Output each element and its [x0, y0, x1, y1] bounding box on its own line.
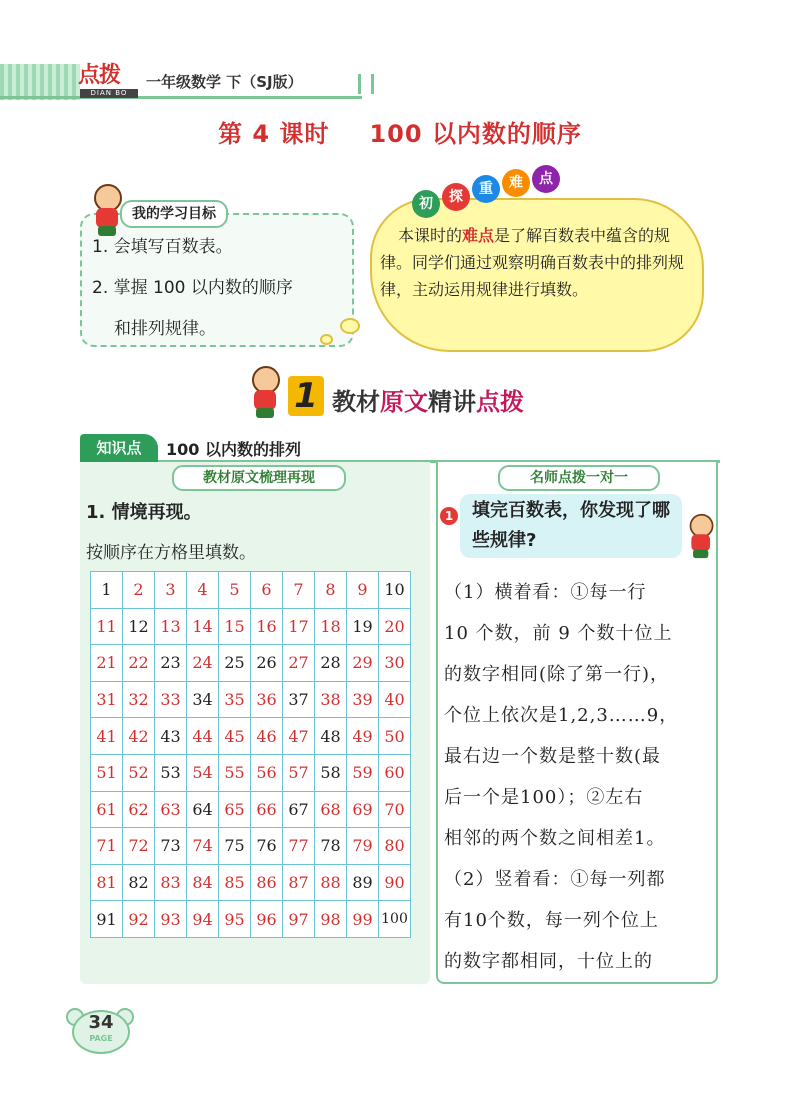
- grid-row: [91, 901, 411, 938]
- answer-line: 的数字都相同，十位上的: [444, 951, 653, 972]
- ball-dian: 点: [532, 165, 560, 193]
- grid-cell: 16: [251, 608, 283, 645]
- scenario-heading: 1. 情境再现。: [86, 502, 202, 523]
- grid-cell: 89: [347, 864, 379, 901]
- hundred-chart: [90, 571, 411, 938]
- grid-cell: 4: [187, 572, 219, 609]
- cloud-bubble: [340, 318, 360, 334]
- grid-cell: 49: [347, 718, 379, 755]
- grid-cell: 79: [347, 828, 379, 865]
- grid-cell: 81: [91, 864, 123, 901]
- grid-cell: 5: [219, 572, 251, 609]
- grid-cell: 21: [91, 645, 123, 682]
- grid-cell: 30: [379, 645, 411, 682]
- grid-cell: 6: [251, 572, 283, 609]
- grid-cell: 72: [123, 828, 155, 865]
- goal-item-1: 1. 会填写百数表。: [92, 237, 233, 257]
- grid-cell: 84: [187, 864, 219, 901]
- grid-cell: 42: [123, 718, 155, 755]
- grid-cell: 86: [251, 864, 283, 901]
- question-bubble: 填完百数表，你发现了哪些规律?: [460, 494, 682, 558]
- knowledge-tag: 知识点: [80, 434, 158, 462]
- grid-cell: 94: [187, 901, 219, 938]
- grid-cell: 20: [379, 608, 411, 645]
- grid-cell: 82: [123, 864, 155, 901]
- cartoon-boy-icon-3: [683, 514, 715, 558]
- grid-cell: 99: [347, 901, 379, 938]
- grid-cell: 28: [315, 645, 347, 682]
- grid-cell: 38: [315, 681, 347, 718]
- grid-cell: 8: [315, 572, 347, 609]
- grid-cell: 37: [283, 681, 315, 718]
- grid-row: [91, 864, 411, 901]
- grid-cell: 32: [123, 681, 155, 718]
- grid-row: [91, 718, 411, 755]
- grid-cell: 75: [219, 828, 251, 865]
- grid-cell: 12: [123, 608, 155, 645]
- section-title-c: 精讲: [428, 388, 476, 416]
- grid-cell: 26: [251, 645, 283, 682]
- grid-cell: 53: [155, 754, 187, 791]
- grid-cell: 9: [347, 572, 379, 609]
- grid-cell: 62: [123, 791, 155, 828]
- intro-text-prefix: 本课时的: [398, 226, 463, 245]
- ball-nan: 难: [502, 169, 530, 197]
- grid-cell: 54: [187, 754, 219, 791]
- grid-cell: 34: [187, 681, 219, 718]
- grid-cell: 14: [187, 608, 219, 645]
- grid-cell: 71: [91, 828, 123, 865]
- grid-cell: 17: [283, 608, 315, 645]
- grid-cell: 7: [283, 572, 315, 609]
- grid-cell: 27: [283, 645, 315, 682]
- grid-row: [91, 828, 411, 865]
- page-word: PAGE: [89, 1034, 113, 1043]
- page-number: 34: [88, 1012, 114, 1033]
- grid-cell: 11: [91, 608, 123, 645]
- answer-line: 的数字相同(除了第一行)，: [444, 664, 670, 685]
- grid-cell: 39: [347, 681, 379, 718]
- lesson-title: [0, 114, 800, 149]
- grid-cell: 48: [315, 718, 347, 755]
- grid-cell: 57: [283, 754, 315, 791]
- grid-cell: 87: [283, 864, 315, 901]
- lesson-name: 100 以内数的顺序: [369, 120, 582, 148]
- brand-logo-sub: DIAN BO: [80, 89, 138, 98]
- grid-cell: 52: [123, 754, 155, 791]
- ball-tan: 探: [442, 183, 470, 211]
- grid-cell: 41: [91, 718, 123, 755]
- grid-cell: 15: [219, 608, 251, 645]
- answer-line: （2）竖着看：①每一列都: [444, 869, 666, 890]
- grid-cell: 56: [251, 754, 283, 791]
- grid-row: [91, 791, 411, 828]
- grid-row: [91, 681, 411, 718]
- grid-cell: 67: [283, 791, 315, 828]
- grid-cell: 55: [219, 754, 251, 791]
- grid-cell: 74: [187, 828, 219, 865]
- intro-text: [380, 222, 690, 303]
- answer-text: [444, 572, 720, 982]
- grid-cell: 77: [283, 828, 315, 865]
- intro-highlight: 难点: [462, 226, 495, 245]
- answer-line: 个位上依次是1,2,3……9，: [444, 705, 679, 726]
- grid-cell: 69: [347, 791, 379, 828]
- grid-cell: 45: [219, 718, 251, 755]
- grid-cell: 80: [379, 828, 411, 865]
- answer-line: 最右边一个数是整十数(最: [444, 746, 662, 767]
- answer-line: 相邻的两个数之间相差1。: [444, 828, 666, 849]
- grid-cell: 23: [155, 645, 187, 682]
- grid-cell: 92: [123, 901, 155, 938]
- grid-cell: 76: [251, 828, 283, 865]
- grid-cell: 18: [315, 608, 347, 645]
- grid-cell: 85: [219, 864, 251, 901]
- grid-cell: 91: [91, 901, 123, 938]
- section-title-b: 原文: [380, 388, 428, 416]
- grid-cell: 78: [315, 828, 347, 865]
- header-bars: [358, 74, 374, 94]
- grid-cell: 90: [379, 864, 411, 901]
- answer-line: 有10个数，每一列个位上: [444, 910, 659, 931]
- grid-cell: 68: [315, 791, 347, 828]
- grid-cell: 13: [155, 608, 187, 645]
- question-badge: 1: [440, 507, 458, 525]
- fill-instruction: 按顺序在方格里填数。: [86, 543, 256, 563]
- section-title-a: 教材: [332, 388, 380, 416]
- grid-cell: 100: [379, 901, 411, 938]
- grid-cell: 59: [347, 754, 379, 791]
- grid-row: [91, 572, 411, 609]
- grid-cell: 65: [219, 791, 251, 828]
- grid-cell: 51: [91, 754, 123, 791]
- grid-cell: 58: [315, 754, 347, 791]
- grid-cell: 50: [379, 718, 411, 755]
- grid-cell: 33: [155, 681, 187, 718]
- grid-cell: 96: [251, 901, 283, 938]
- knowledge-title: 100 以内数的排列: [166, 440, 301, 459]
- grid-cell: 73: [155, 828, 187, 865]
- grid-cell: 60: [379, 754, 411, 791]
- grid-cell: 46: [251, 718, 283, 755]
- grid-cell: 95: [219, 901, 251, 938]
- grid-cell: 47: [283, 718, 315, 755]
- cloud-bubble-small: [320, 334, 333, 345]
- grid-cell: 3: [155, 572, 187, 609]
- grid-cell: 88: [315, 864, 347, 901]
- header-underline: [0, 96, 362, 99]
- grid-cell: 98: [315, 901, 347, 938]
- grid-cell: 70: [379, 791, 411, 828]
- grid-cell: 29: [347, 645, 379, 682]
- grid-cell: 44: [187, 718, 219, 755]
- answer-line: （1）横着看：①每一行: [444, 582, 647, 603]
- lesson-number: 第 4 课时: [218, 120, 330, 148]
- answer-line: 10 个数，前 9 个数十位上: [444, 623, 673, 644]
- grid-cell: 43: [155, 718, 187, 755]
- grid-cell: 36: [251, 681, 283, 718]
- grid-cell: 61: [91, 791, 123, 828]
- grid-cell: 10: [379, 572, 411, 609]
- grid-cell: 40: [379, 681, 411, 718]
- goal-item-2-cont: 和排列规律。: [114, 319, 216, 339]
- grid-cell: 22: [123, 645, 155, 682]
- grid-cell: 24: [187, 645, 219, 682]
- grid-cell: 93: [155, 901, 187, 938]
- grid-row: [91, 645, 411, 682]
- grid-cell: 83: [155, 864, 187, 901]
- answer-line: 后一个是100）；②左右: [444, 787, 644, 808]
- grid-cell: 25: [219, 645, 251, 682]
- grid-cell: 2: [123, 572, 155, 609]
- ball-chu: 初: [412, 190, 440, 218]
- grid-cell: 63: [155, 791, 187, 828]
- header-stripe: [0, 64, 80, 100]
- cartoon-boy-icon-2: [244, 366, 282, 418]
- book-title: 一年级数学 下（SJ版）: [146, 73, 303, 91]
- intro-text-rest: 是了解百数表中蕴含的规律。同学们通过观察明确百数表中的排列规律，主动运用规律进行填数。: [380, 226, 685, 299]
- cartoon-boy-icon: [86, 184, 124, 236]
- grid-cell: 35: [219, 681, 251, 718]
- ball-zhong: 重: [472, 175, 500, 203]
- section-number-badge: 1: [288, 376, 324, 416]
- brand-logo: 点拨: [78, 62, 121, 88]
- learning-goals-heading: 我的学习目标: [120, 200, 228, 228]
- teacher-panel-heading: 名师点拨一对一: [498, 465, 660, 491]
- grid-cell: 31: [91, 681, 123, 718]
- grid-cell: 64: [187, 791, 219, 828]
- grid-cell: 66: [251, 791, 283, 828]
- grid-cell: 1: [91, 572, 123, 609]
- grid-row: [91, 754, 411, 791]
- section-title: [332, 382, 524, 417]
- textbook-panel-heading: 教材原文梳理再现: [172, 465, 346, 491]
- goal-item-2: 2. 掌握 100 以内数的顺序: [92, 278, 293, 298]
- grid-cell: 97: [283, 901, 315, 938]
- section-title-d: 点拨: [476, 388, 524, 416]
- grid-cell: 19: [347, 608, 379, 645]
- grid-row: [91, 608, 411, 645]
